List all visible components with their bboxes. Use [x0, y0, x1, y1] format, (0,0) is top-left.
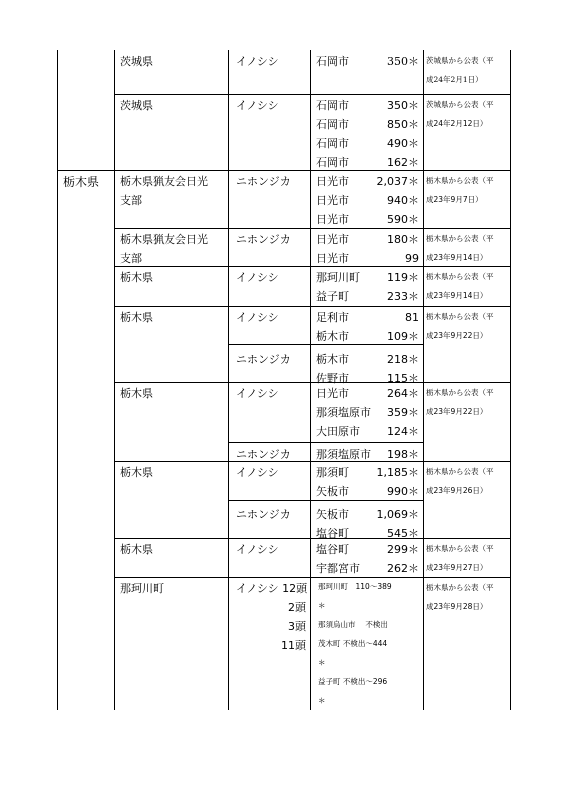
municipality-name: 石岡市 [316, 55, 349, 68]
organization-name: 栃木県猟友会日光 [120, 175, 208, 188]
species-count: 11頭 [281, 639, 306, 652]
municipality-name: 日光市 [316, 233, 349, 246]
cesium-value: 940＊ [387, 194, 419, 207]
row-separator [114, 228, 511, 229]
subgroup-separator [228, 344, 424, 345]
species-name: ニホンジカ [236, 508, 291, 521]
municipality-name: 日光市 [316, 194, 349, 207]
municipality-name: 那須塩原市 [316, 406, 371, 419]
cesium-value: 1,185＊ [376, 466, 419, 479]
municipality-name: 日光市 [316, 175, 349, 188]
organization-name: 支部 [120, 252, 142, 265]
municipality-name: 那須塩原市 [316, 448, 371, 461]
municipality-name: 石岡市 [316, 137, 349, 150]
source-note: 成23年9月14日） [426, 291, 488, 300]
municipality-name: 石岡市 [316, 156, 349, 169]
cesium-value: 990＊ [387, 485, 419, 498]
organization-name: 栃木県猟友会日光 [120, 233, 208, 246]
organization-name: 栃木県 [120, 466, 153, 479]
municipality-name: 益子町 [316, 290, 349, 303]
row-separator [114, 538, 511, 539]
source-note: 栃木県から公表（平 [426, 544, 494, 553]
species-name: イノシシ [236, 387, 279, 400]
municipality-name: 塩谷町 [316, 543, 349, 556]
municipality-name: 栃木市 [316, 353, 349, 366]
source-note: 成23年9月22日） [426, 407, 488, 416]
species-name: ニホンジカ [236, 448, 291, 461]
cesium-value: 850＊ [387, 118, 419, 131]
species-name: イノシシ [236, 466, 279, 479]
cesium-value: 198＊ [387, 448, 419, 461]
cesium-value: 350＊ [387, 99, 419, 112]
municipality-name: 栃木市 [316, 330, 349, 343]
species-count: 3頭 [288, 620, 306, 633]
species-name: イノシシ [236, 271, 279, 284]
source-note: 成24年2月12日） [426, 119, 488, 128]
table-border-right [510, 50, 511, 710]
municipality-name: 佐野市 [316, 372, 349, 385]
organization-name: 栃木県 [120, 543, 153, 556]
species-name: ニホンジカ [236, 353, 291, 366]
source-note: 成24年2月1日） [426, 75, 483, 84]
species-count: イノシシ 12頭 [236, 582, 308, 595]
column-rule-4 [423, 50, 424, 710]
cesium-value: 1,069＊ [376, 508, 419, 521]
municipality-name: 大田原市 [316, 425, 360, 438]
municipality-name: 矢板市 [316, 485, 349, 498]
subgroup-separator [228, 442, 424, 443]
organization-name: 栃木県 [120, 387, 153, 400]
species-name: イノシシ [236, 543, 279, 556]
result-line: ＊ [318, 601, 326, 610]
cesium-value: 490＊ [387, 137, 419, 150]
cesium-value: 180＊ [387, 233, 419, 246]
row-separator [114, 266, 511, 267]
cesium-value: 590＊ [387, 213, 419, 226]
municipality-name: 足利市 [316, 311, 349, 324]
species-name: イノシシ [236, 55, 279, 68]
row-separator [114, 577, 511, 578]
municipality-name: 矢板市 [316, 508, 349, 521]
source-note: 茨城県から公表（平 [426, 100, 494, 109]
cesium-value: 545＊ [387, 527, 419, 540]
source-note: 成23年9月22日） [426, 331, 488, 340]
result-line: 茂木町 不検出～444 [318, 639, 388, 648]
cesium-value: 299＊ [387, 543, 419, 556]
organization-name: 栃木県 [120, 271, 153, 284]
source-note: 栃木県から公表（平 [426, 272, 494, 281]
organization-name: 茨城県 [120, 99, 153, 112]
source-note: 成23年9月28日） [426, 602, 488, 611]
cesium-value: 162＊ [387, 156, 419, 169]
prefecture-label: 栃木県 [63, 175, 100, 189]
result-line: ＊ [318, 658, 326, 667]
cesium-value: 218＊ [387, 353, 419, 366]
source-note: 栃木県から公表（平 [426, 312, 494, 321]
source-note: 栃木県から公表（平 [426, 467, 494, 476]
cesium-value: 359＊ [387, 406, 419, 419]
cesium-value: 115＊ [387, 372, 419, 385]
species-name: イノシシ [236, 99, 279, 112]
column-rule-1 [114, 50, 115, 710]
source-note: 茨城県から公表（平 [426, 56, 494, 65]
cesium-value: 81 [405, 311, 419, 324]
municipality-name: 石岡市 [316, 118, 349, 131]
source-note: 栃木県から公表（平 [426, 583, 494, 592]
source-note: 栃木県から公表（平 [426, 388, 494, 397]
source-note: 栃木県から公表（平 [426, 234, 494, 243]
row-separator [114, 382, 511, 383]
result-line: 那珂川町 110～389 [318, 582, 392, 591]
column-rule-2 [228, 50, 229, 710]
result-line: 那須烏山市 不検出 [318, 620, 388, 629]
subgroup-separator [228, 500, 424, 501]
species-name: ニホンジカ [236, 233, 291, 246]
cesium-value: 262＊ [387, 562, 419, 575]
cesium-value: 233＊ [387, 290, 419, 303]
row-separator [114, 306, 511, 307]
cesium-value: 119＊ [387, 271, 419, 284]
municipality-name: 日光市 [316, 387, 349, 400]
organization-name: 那珂川町 [120, 582, 164, 595]
source-note: 成23年9月7日） [426, 195, 483, 204]
municipality-name: 石岡市 [316, 99, 349, 112]
source-note: 栃木県から公表（平 [426, 176, 494, 185]
source-note: 成23年9月27日） [426, 563, 488, 572]
organization-name: 茨城県 [120, 55, 153, 68]
row-separator [57, 170, 511, 171]
municipality-name: 宇都宮市 [316, 562, 360, 575]
row-separator [114, 94, 511, 95]
source-note: 成23年9月26日） [426, 486, 488, 495]
species-count: 2頭 [288, 601, 306, 614]
municipality-name: 那珂川町 [316, 271, 360, 284]
cesium-value: 350＊ [387, 55, 419, 68]
result-line: 益子町 不検出～296 [318, 677, 388, 686]
column-rule-3 [310, 50, 311, 710]
species-name: イノシシ [236, 311, 279, 324]
species-name: ニホンジカ [236, 175, 291, 188]
cesium-value: 124＊ [387, 425, 419, 438]
organization-name: 栃木県 [120, 311, 153, 324]
result-line: ＊ [318, 696, 326, 705]
source-note: 成23年9月14日） [426, 253, 488, 262]
municipality-name: 那須町 [316, 466, 349, 479]
municipality-name: 日光市 [316, 213, 349, 226]
municipality-name: 塩谷町 [316, 527, 349, 540]
cesium-value: 264＊ [387, 387, 419, 400]
row-separator [114, 461, 511, 462]
cesium-value: 109＊ [387, 330, 419, 343]
cesium-value: 2,037＊ [376, 175, 419, 188]
organization-name: 支部 [120, 194, 142, 207]
cesium-value: 99 [405, 252, 419, 265]
municipality-name: 日光市 [316, 252, 349, 265]
table-border-left [57, 50, 58, 710]
